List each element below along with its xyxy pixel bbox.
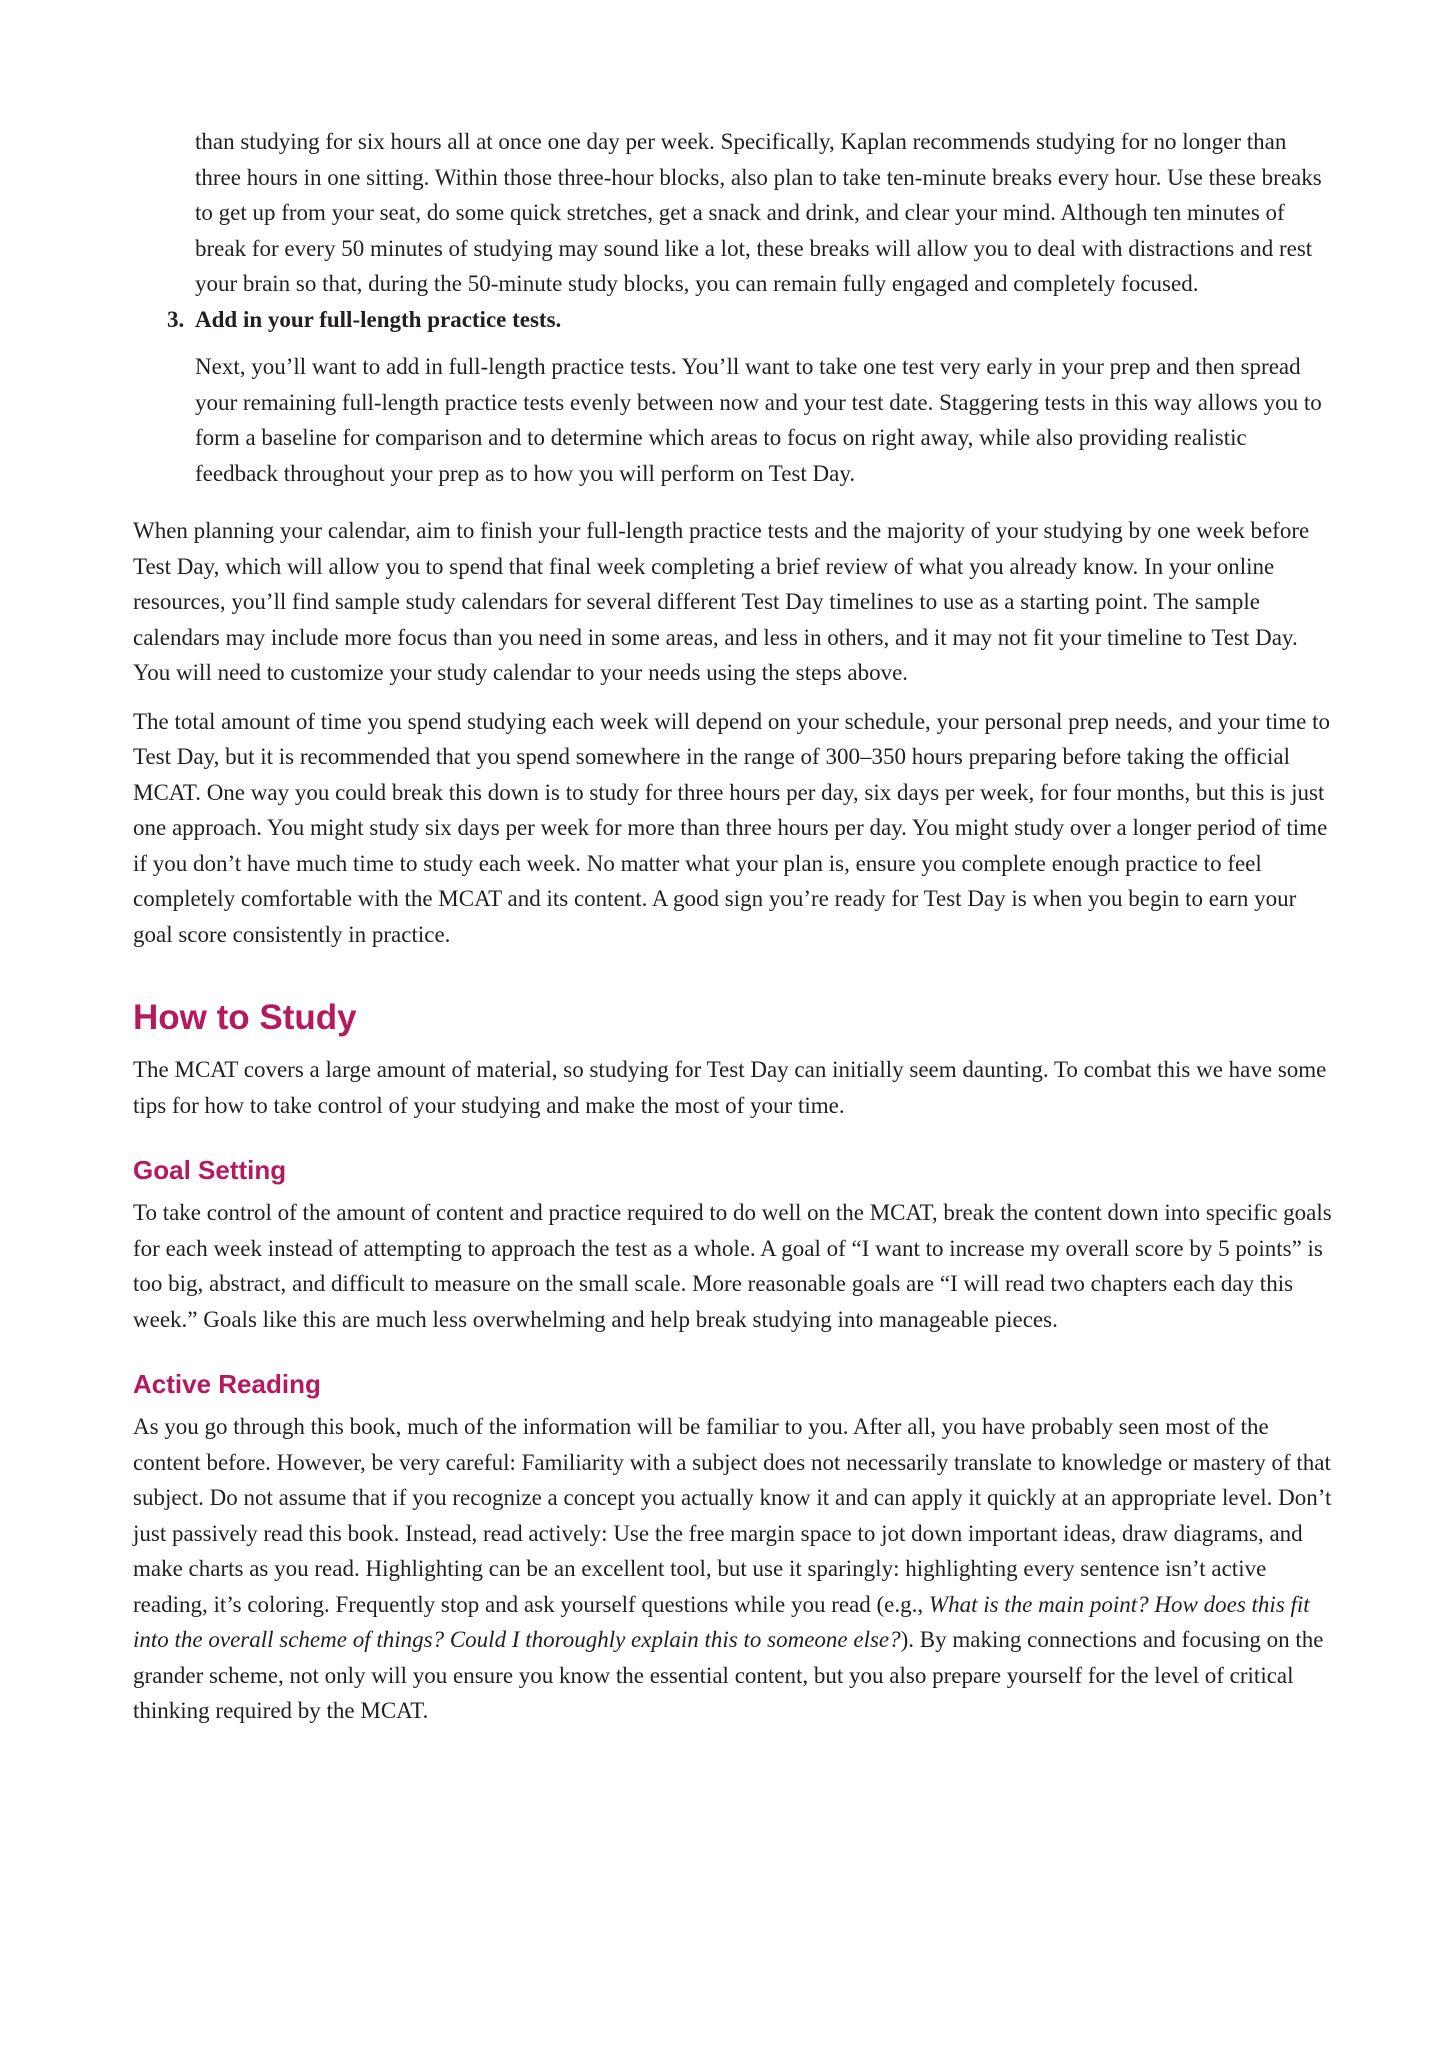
goal-setting-heading: Goal Setting bbox=[133, 1155, 287, 1185]
active-reading-heading: Active Reading bbox=[133, 1369, 321, 1399]
goal-setting-body: To take control of the amount of content and practice required to do well on the MCAT, break the content down into specific goals for each week instead of attempting to approach the test as a whole. A goal of “I want to increase my overall score by 5 points” is too big, abstract, and difficult to measure on the small scale. More reasonable goals are “I will read two chapters each day this week.” Goals like this are much less overwhelming and help break studying into manageable pieces. bbox=[133, 1200, 1332, 1332]
step-3-body: Next, you’ll want to add in full-length practice tests. You’ll want to take one test very early in your prep and then spread your remaining full-length practice tests evenly between now and your test date. Staggering tests in this way allows you to form a baseline for comparison and to determine which areas to focus on right away, while also providing realistic feedback throughout your prep as to how you will perform on Test Day. bbox=[195, 354, 1322, 486]
continued-paragraph: than studying for six hours all at once one day per week. Specifically, Kaplan recommends studying for no longer than three hours in one sitting. Within those three-hour blocks, also plan to take ten-minute breaks every hour. Use these breaks to get up from your seat, do some quick stretches, get a snack and drink, and clear your mind. Although ten minutes of break for every 50 minutes of studying may sound like a lot, these breaks will allow you to deal with distractions and rest your brain so that, during the 50-minute study blocks, you can remain fully engaged and completely focused. bbox=[195, 129, 1322, 296]
active-reading-body bbox=[133, 1409, 1333, 1729]
page-content bbox=[133, 124, 1333, 1729]
how-to-study-heading: How to Study bbox=[133, 998, 357, 1037]
active-reading-questions: What is the main point? How does this fit into the overall scheme of things? Could I thoroughly explain this to someone else? bbox=[133, 1591, 1310, 1652]
calendar-paragraph: When planning your calendar, aim to finish your full-length practice tests and the majority of your studying by one week before Test Day, which will allow you to spend that final week completing a brief review of what you already know. In your online resources, you’ll find sample study calendars for several different Test Day timelines to use as a starting point. The sample calendars may include more focus than you need in some areas, and less in others, and it may not fit your timeline to Test Day. You will need to customize your study calendar to your needs using the steps above. bbox=[133, 518, 1310, 685]
active-reading-text-1: As you go through this book, much of the information will be familiar to you. After all, you have probably seen most of the content before. However, be very careful: Familiarity with a subject does not necessarily translate to knowledge or mastery of that subject. Do not assume that if you recognize a concept you actually know it and can apply it quickly at an appropriate level. Don’t just passively read this book. Instead, read actively: Use the free margin space to jot down important ideas, draw diagrams, and make charts as you read. Highlighting can be an excellent tool, but use it sparingly: highlighting every sentence isn’t active reading, it’s coloring. Frequently stop and ask yourself questions while you read (e.g., bbox=[133, 1414, 1332, 1617]
step-title: Add in your full-length practice tests. bbox=[195, 306, 562, 332]
step-number: 3. bbox=[167, 306, 185, 332]
how-to-study-intro: The MCAT covers a large amount of material, so studying for Test Day can initially seem daunting. To combat this we have some tips for how to take control of your studying and make the most of your time. bbox=[133, 1057, 1327, 1118]
total-time-paragraph: The total amount of time you spend studying each week will depend on your schedule, your personal prep needs, and your time to Test Day, but it is recommended that you spend somewhere in the range of 300–350 hours preparing before taking the official MCAT. One way you could break this down is to study for three hours per day, six days per week, for four months, but this is just one approach. You might study six days per week for more than three hours per day. You might study over a longer period of time if you don’t have much time to study each week. No matter what your plan is, ensure you complete enough practice to feel completely comfortable with the MCAT and its content. A good sign you’re ready for Test Day is when you begin to earn your goal score consistently in practice. bbox=[133, 708, 1330, 947]
step-3-heading bbox=[133, 302, 1333, 338]
active-reading-text-2: ). By making connections and focusing on the grander scheme, not only will you ensure you know the essential content, but you also prepare yourself for the level of critical thinking required by the MCAT. bbox=[133, 1627, 1324, 1723]
